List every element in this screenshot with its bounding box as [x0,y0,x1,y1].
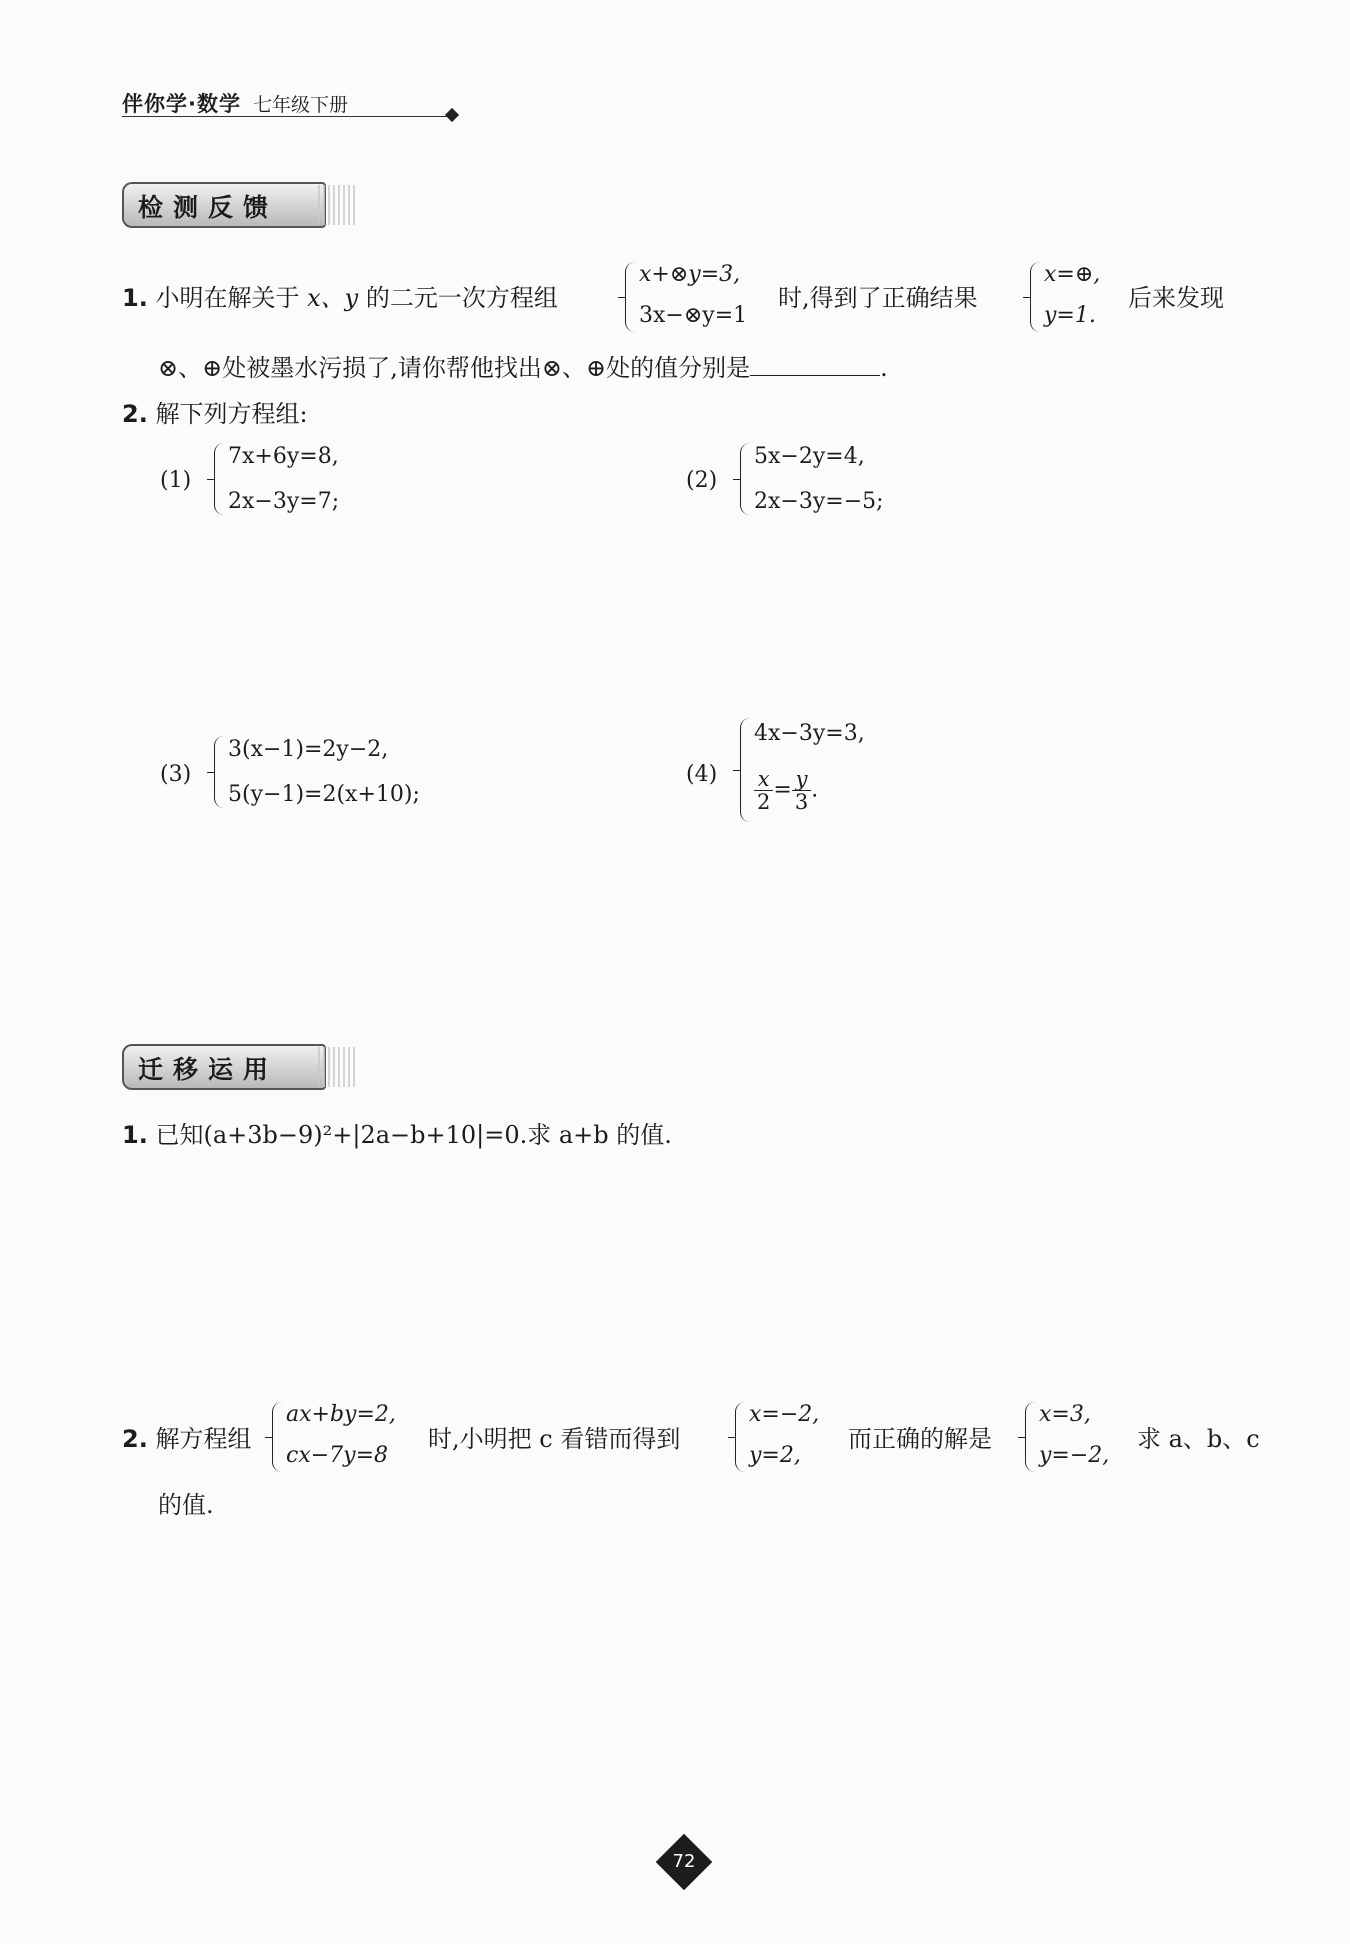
section-banner-application [122,1044,342,1090]
brace-icon [1030,262,1041,332]
equation-system [625,262,775,334]
question-1-line-2 [158,353,888,383]
book-subtitle: 七年级下册 [252,94,348,116]
equation-line: y=2, [749,1443,801,1468]
equation-system [1030,262,1120,334]
question-s2-2-line-2: 的值. [158,1491,214,1519]
part-label: (2) [686,468,718,493]
question-text: 求 a、b、c [1137,1425,1260,1453]
equation-line: 4x−3y=3, [754,721,865,746]
brace-icon [625,262,636,332]
equation-system [740,718,940,826]
equation-line: x=3, [1039,1402,1091,1427]
equals-sign: = [773,777,792,803]
question-text: ⊗、⊕处被墨水污损了,请你帮他找出⊗、⊕处的值分别是 [158,354,751,382]
equation-line-fraction [754,768,818,813]
header-rule [122,116,452,117]
question-text: 的二元一次方程组 [365,284,558,312]
equation-line: 2x−3y=7; [228,489,340,514]
brace-icon [214,443,225,515]
equation-line: x=−2, [749,1402,820,1427]
section-banner-feedback [122,182,342,228]
equation-line: 3x−⊗y=1 [639,303,748,328]
question-text: 小明在解关于 [155,284,300,312]
equation-system [214,736,494,812]
fraction-denominator: 2 [757,790,771,814]
brace-icon [740,718,751,822]
equation-system [735,1402,845,1474]
question-text: 解下列方程组: [155,400,308,428]
question-text: 已知(a+3b−9)²+|2a−b+10|=0.求 a+b 的值. [155,1121,672,1149]
equation-line: 7x+6y=8, [228,444,339,469]
brace-icon [740,443,751,515]
equation-line: 5x−2y=4, [754,444,865,469]
equation-line: 3(x−1)=2y−2, [228,737,389,762]
question-1-line-1 [122,283,558,313]
equation-line: ax+by=2, [286,1402,396,1427]
equation-system [1025,1402,1135,1474]
question-number: 1. [122,284,148,312]
equation-line: y=−2, [1039,1443,1110,1468]
question-number: 2. [122,400,148,428]
question-s2-2-line-1 [122,1424,251,1454]
page-number: 72 [672,1851,696,1872]
question-text: . [880,354,888,382]
question-number: 2. [122,1425,148,1453]
question-text: 后来发现 [1128,284,1224,312]
equation-line: x=⊕, [1044,262,1101,287]
equation-system [272,1402,422,1474]
banner-stripes [318,1047,358,1087]
fraction [754,768,773,813]
banner-label: 检测反馈 [138,193,279,222]
question-s2-1 [122,1120,672,1150]
equation-line: x+⊗y=3, [639,262,741,287]
question-vars: x、y [307,284,359,312]
equation-line: 5(y−1)=2(x+10); [228,782,420,807]
equation-system [740,443,960,519]
banner-stripes [318,185,358,225]
part-label: (1) [160,468,192,493]
fraction-denominator: 3 [794,790,809,814]
answer-blank[interactable] [750,353,880,376]
fraction-numerator: x [754,768,773,791]
question-number: 1. [122,1121,148,1149]
brace-icon [735,1402,746,1472]
period: . [811,777,819,803]
brace-icon [272,1402,283,1472]
part-label: (3) [160,762,192,787]
equation-system [214,443,414,519]
fraction [792,768,811,813]
question-text: 而正确的解是 [848,1425,992,1453]
question-text: 解方程组 [155,1425,252,1453]
book-title: 伴你学·数学 [122,92,241,116]
equation-line: cx−7y=8 [286,1443,389,1468]
equation-line: y=1. [1044,303,1096,328]
equation-line: 2x−3y=−5; [754,489,884,514]
banner-label: 迁移运用 [138,1055,279,1084]
part-label: (4) [686,762,718,787]
question-text: 时,得到了正确结果 [778,284,978,312]
running-header [122,88,462,122]
diamond-icon [445,108,459,122]
fraction-numerator: y [792,768,811,791]
brace-icon [214,736,225,808]
brace-icon [1025,1402,1036,1472]
question-2 [122,399,308,429]
question-text: 时,小明把 c 看错而得到 [428,1425,681,1453]
